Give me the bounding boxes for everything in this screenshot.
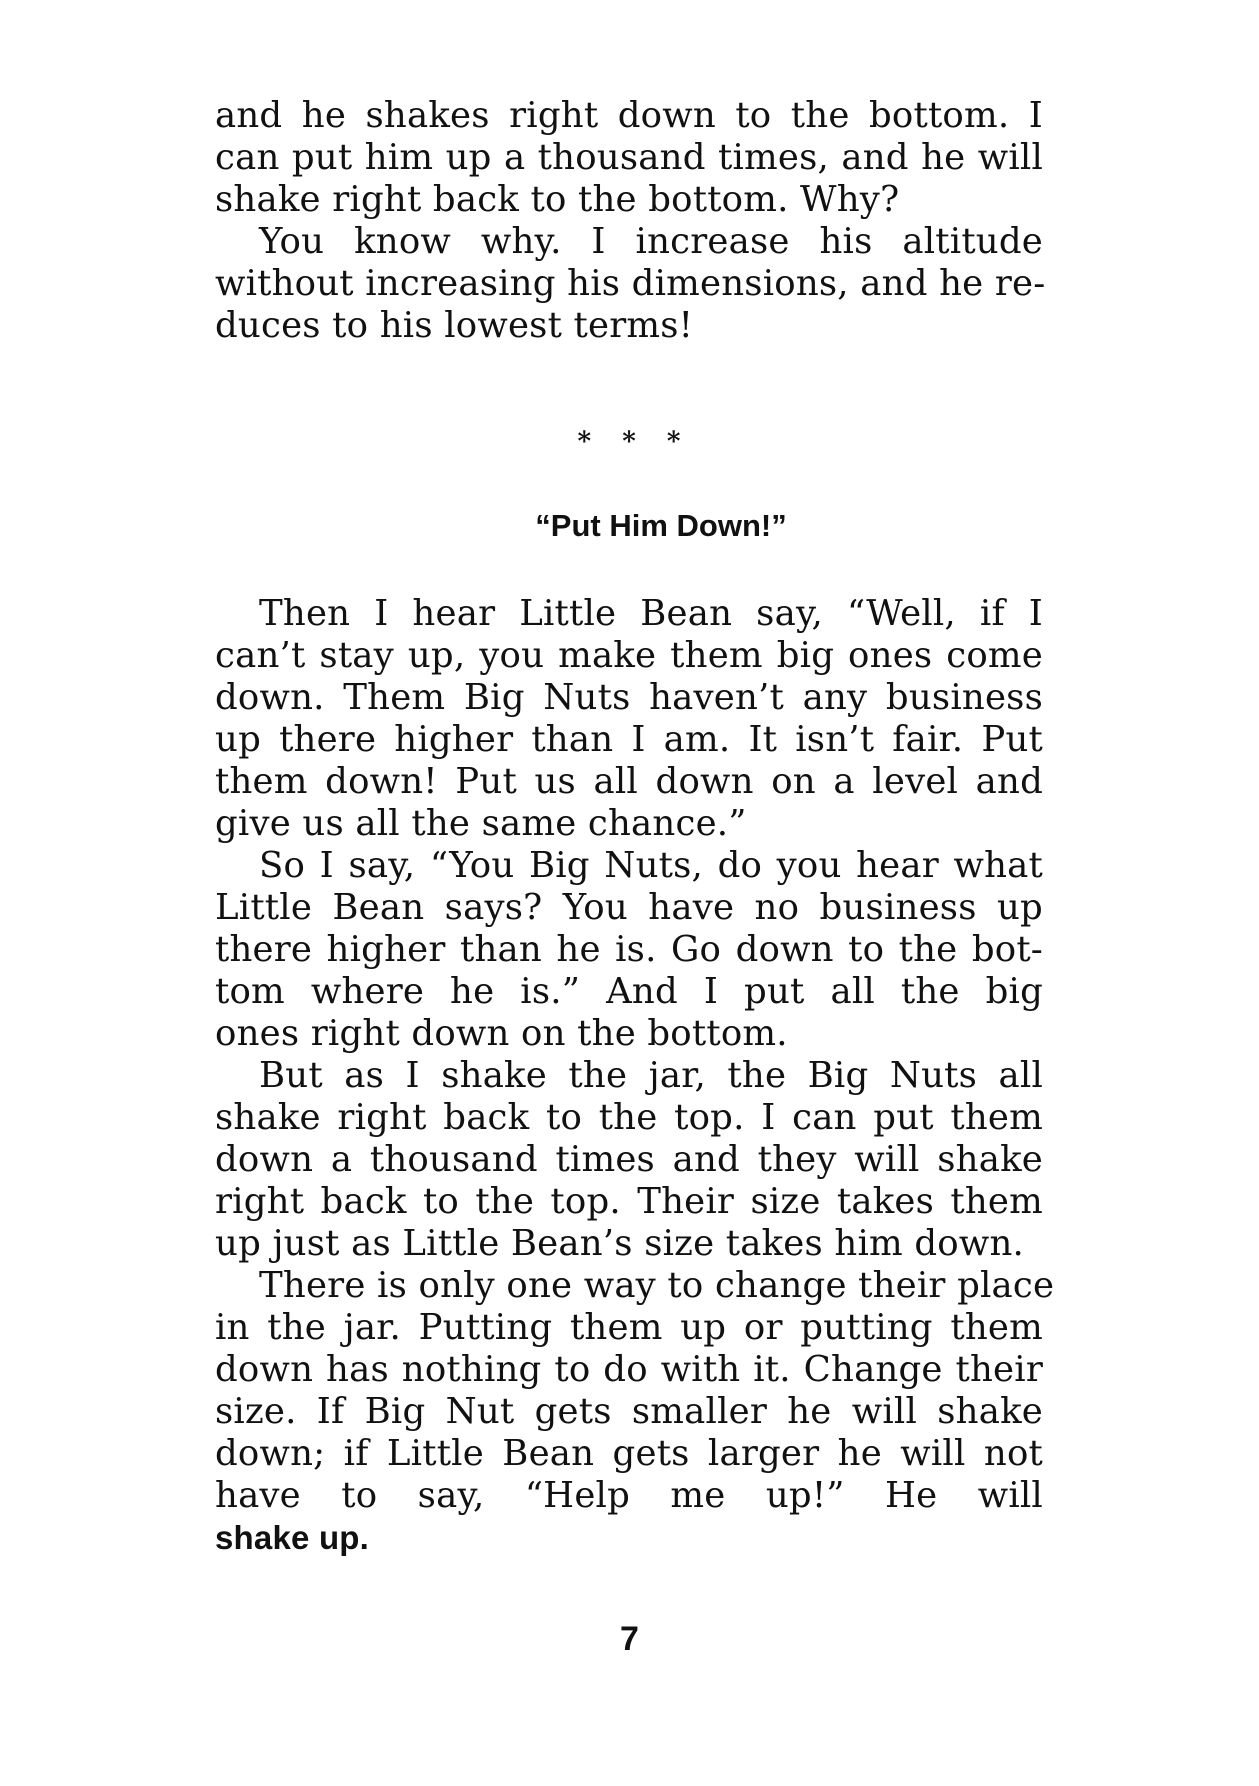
paragraph-line: have to say, “Help me up!” He will [215,1475,1043,1516]
paragraph-line: down has nothing to do with it. Change their [215,1349,1043,1390]
paragraph-line: and he shakes right down to the bottom. I [215,95,1043,136]
section-heading: “Put Him Down!” [535,508,787,543]
asterisk: * [577,427,592,457]
paragraph-line: tom where he is.” And I put all the big [215,971,1043,1012]
paragraph-line: Then I hear Little Bean say, “Well, if I [259,593,1043,634]
paragraph-line: there higher than he is. Go down to the bot- [215,929,1043,970]
paragraph-line: Little Bean says? You have no business up [215,887,1043,928]
paragraph-line: shake right back to the top. I can put them [215,1097,1043,1138]
paragraph-line: size. If Big Nut gets smaller he will shake [215,1391,1043,1432]
asterisk: * [666,427,681,457]
paragraph-line: up just as Little Bean’s size takes him down. [215,1223,1025,1264]
paragraph-line: give us all the same chance.” [215,803,747,844]
paragraph-line: duces to his lowest terms! [215,305,694,346]
paragraph-line: down a thousand times and they will shake [215,1139,1043,1180]
page-number: 7 [620,1620,639,1658]
paragraph-line: There is only one way to change their place [259,1265,1055,1306]
paragraph-line: down. Them Big Nuts haven’t any business [215,677,1043,718]
paragraph-line: ones right down on the bottom. [215,1013,788,1054]
paragraph-line: down; if Little Bean gets larger he will not [215,1433,1043,1474]
paragraph-line: shake up. [215,1519,370,1556]
section-separator [215,422,1043,462]
paragraph-line: shake right back to the bottom. Why? [215,179,900,220]
paragraph-line: in the jar. Putting them up or putting them [215,1307,1043,1348]
asterisk: * [622,427,636,457]
paragraph-line: So I say, “You Big Nuts, do you hear what [259,845,1043,886]
paragraph-line: up there higher than I am. It isn’t fair. Put [215,719,1043,760]
paragraph-line: without increasing his dimensions, and he re- [215,263,1046,304]
paragraph-line: can put him up a thousand times, and he will [215,137,1043,178]
paragraph-line: You know why. I increase his altitude [259,221,1043,262]
paragraph-line: can’t stay up, you make them big ones come [215,635,1043,676]
paragraph-line: right back to the top. Their size takes them [215,1181,1043,1222]
paragraph-line: them down! Put us all down on a level and [215,761,1043,802]
paragraph-line: But as I shake the jar, the Big Nuts all [259,1055,1043,1096]
